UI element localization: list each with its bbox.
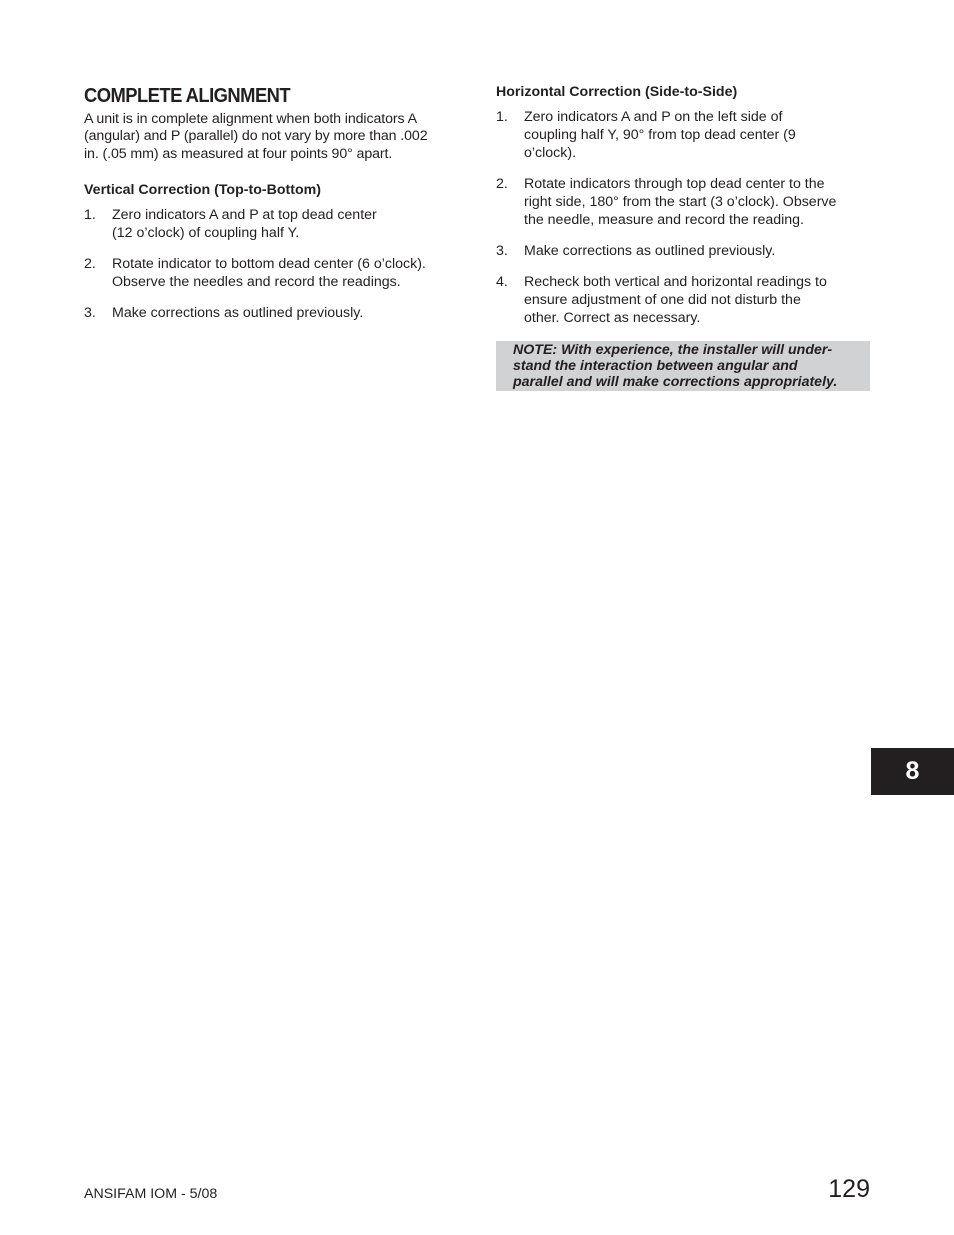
step-number: 1. [84,206,96,223]
note-line: parallel and will make corrections appropriately. [513,374,838,390]
horizontal-steps-list [496,108,872,327]
intro-paragraph [84,111,462,163]
list-item [496,108,872,162]
step-line: (12 o’clock) of coupling half Y. [112,224,300,241]
list-item [496,175,872,229]
step-line: Rotate indicators through top dead center to the [524,176,825,192]
intro-line: A unit is in complete alignment when both indicators A [84,111,417,127]
chapter-tab: 8 [871,748,954,795]
step-number: 3. [84,304,96,321]
step-number: 3. [496,243,508,259]
vertical-correction-heading: Vertical Correction (Top-to-Bottom) [84,181,321,198]
horizontal-correction-heading: Horizontal Correction (Side-to-Side) [496,84,738,100]
step-line: right side, 180° from the start (3 o’clock). Observe [524,194,837,210]
intro-line: in. (.05 mm) as measured at four points 90° apart. [84,145,393,162]
step-line: Rotate indicator to bottom dead center (6 o’clock). [112,255,426,272]
list-item [84,206,462,242]
note-line: NOTE: With experience, the installer will under- [513,342,833,358]
step-number: 4. [496,274,508,290]
step-number: 1. [496,109,508,125]
step-line: other. Correct as necessary. [524,310,701,326]
list-item [496,242,872,260]
step-number: 2. [84,255,96,272]
step-line: Observe the needles and record the readings. [112,273,401,290]
step-line: ensure adjustment of one did not disturb the [524,292,801,308]
step-line: o’clock). [524,145,577,161]
page-number: 129 [828,1175,870,1203]
list-item [496,273,872,327]
step-line: Make corrections as outlined previously. [112,304,364,321]
list-item [84,304,462,322]
step-number: 2. [496,176,508,192]
step-line: the needle, measure and record the reading. [524,212,804,228]
step-line: Recheck both vertical and horizontal readings to [524,274,827,290]
step-line: Make corrections as outlined previously. [524,243,776,259]
step-line: Zero indicators A and P on the left side of [524,109,783,125]
footer-doc-id: ANSIFAM IOM - 5/08 [84,1186,218,1202]
left-column [84,84,462,322]
intro-line: (angular) and P (parallel) do not vary by more than .002 [84,128,428,145]
note-box [496,341,870,391]
list-item [84,255,462,291]
vertical-steps-list [84,206,462,322]
step-line: Zero indicators A and P at top dead center [112,206,377,223]
right-column [496,84,872,391]
section-heading: COMPLETE ALIGNMENT [84,85,291,107]
step-line: coupling half Y, 90° from top dead center (9 [524,127,796,143]
note-line: stand the interaction between angular and [513,358,798,374]
